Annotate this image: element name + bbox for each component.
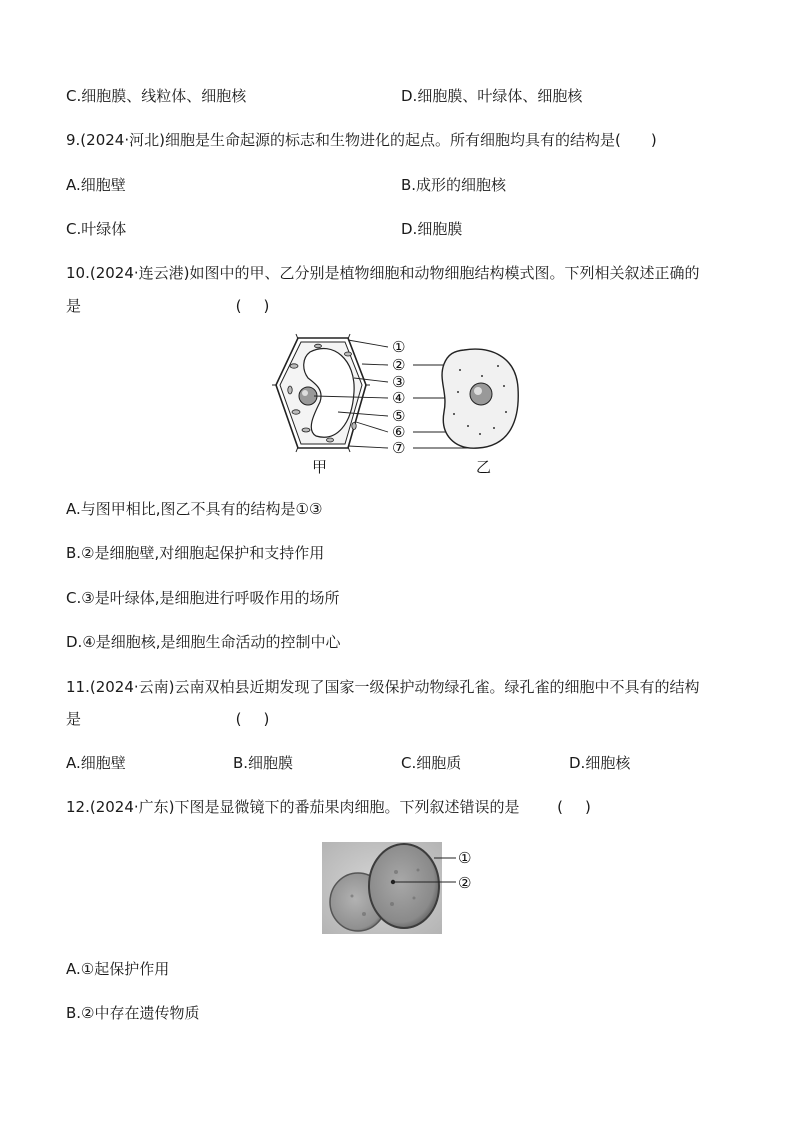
q10-option-a: A.与图甲相比,图乙不具有的结构是①③ xyxy=(66,500,323,518)
q12-paren-close: ) xyxy=(584,798,591,816)
marker-3: ③ xyxy=(392,373,406,391)
q9-option-b: B.成形的细胞核 xyxy=(401,176,507,194)
marker-2: ② xyxy=(392,356,406,374)
q10-option-b: B.②是细胞壁,对细胞起保护和支持作用 xyxy=(66,544,325,562)
q12-option-b: B.②中存在遗传物质 xyxy=(66,1004,200,1022)
q9-stem xyxy=(66,130,657,150)
marker-4: ④ xyxy=(392,389,406,407)
q9-stem-text: 9.(2024·河北)细胞是生命起源的标志和生物进化的起点。所有细胞均具有的结构是( xyxy=(66,131,621,149)
marker-6: ⑥ xyxy=(392,423,406,441)
q11-stem-line2 xyxy=(66,709,269,729)
label-jia: 甲 xyxy=(312,458,328,476)
q11-paren-close: ) xyxy=(263,710,270,728)
label-yi: 乙 xyxy=(476,458,492,476)
q11-stem-line2-text: 是 xyxy=(66,710,82,728)
q11-option-b: B.细胞膜 xyxy=(233,754,294,772)
tomato-cell-micrograph xyxy=(322,842,482,936)
q11-stem-line1: 11.(2024·云南)云南双柏县近期发现了国家一级保护动物绿孔雀。绿孔雀的细胞中不具有的结构 xyxy=(66,678,700,696)
q10-stem-line2-text: 是 xyxy=(66,297,82,315)
q10-stem-line2 xyxy=(66,296,269,316)
q10-paren-open: ( xyxy=(235,297,242,315)
q8-option-c: C.细胞膜、线粒体、细胞核 xyxy=(66,87,247,105)
q12-stem-text: 12.(2024·广东)下图是显微镜下的番茄果肉细胞。下列叙述错误的是 xyxy=(66,798,520,816)
q10-stem-line1: 10.(2024·连云港)如图中的甲、乙分别是植物细胞和动物细胞结构模式图。下列相关叙述正确的 xyxy=(66,264,700,282)
q10-paren-close: ) xyxy=(263,297,270,315)
q9-option-c: C.叶绿体 xyxy=(66,220,127,238)
marker-7: ⑦ xyxy=(392,439,406,457)
q12-stem xyxy=(66,797,591,817)
marker-1: ① xyxy=(392,338,406,356)
q12-paren-open: ( xyxy=(557,798,563,816)
q9-paren-close: ) xyxy=(650,131,657,149)
q9-option-a: A.细胞壁 xyxy=(66,176,126,194)
q11-option-a: A.细胞壁 xyxy=(66,754,126,772)
q10-option-d: D.④是细胞核,是细胞生命活动的控制中心 xyxy=(66,633,341,651)
q11-option-c: C.细胞质 xyxy=(401,754,462,772)
micro-cell-right xyxy=(369,844,439,928)
cell-structure-diagram xyxy=(268,330,530,478)
marker-5: ⑤ xyxy=(392,407,406,425)
micro-marker-2: ② xyxy=(458,874,472,892)
q9-option-d: D.细胞膜 xyxy=(401,220,463,238)
animal-cell-nucleus xyxy=(470,383,492,405)
q8-option-d: D.细胞膜、叶绿体、细胞核 xyxy=(401,87,583,105)
micro-marker-1: ① xyxy=(458,849,472,867)
q11-option-d: D.细胞核 xyxy=(569,754,631,772)
q11-paren-open: ( xyxy=(235,710,242,728)
q10-option-c: C.③是叶绿体,是细胞进行呼吸作用的场所 xyxy=(66,589,340,607)
q12-option-a: A.①起保护作用 xyxy=(66,960,170,978)
